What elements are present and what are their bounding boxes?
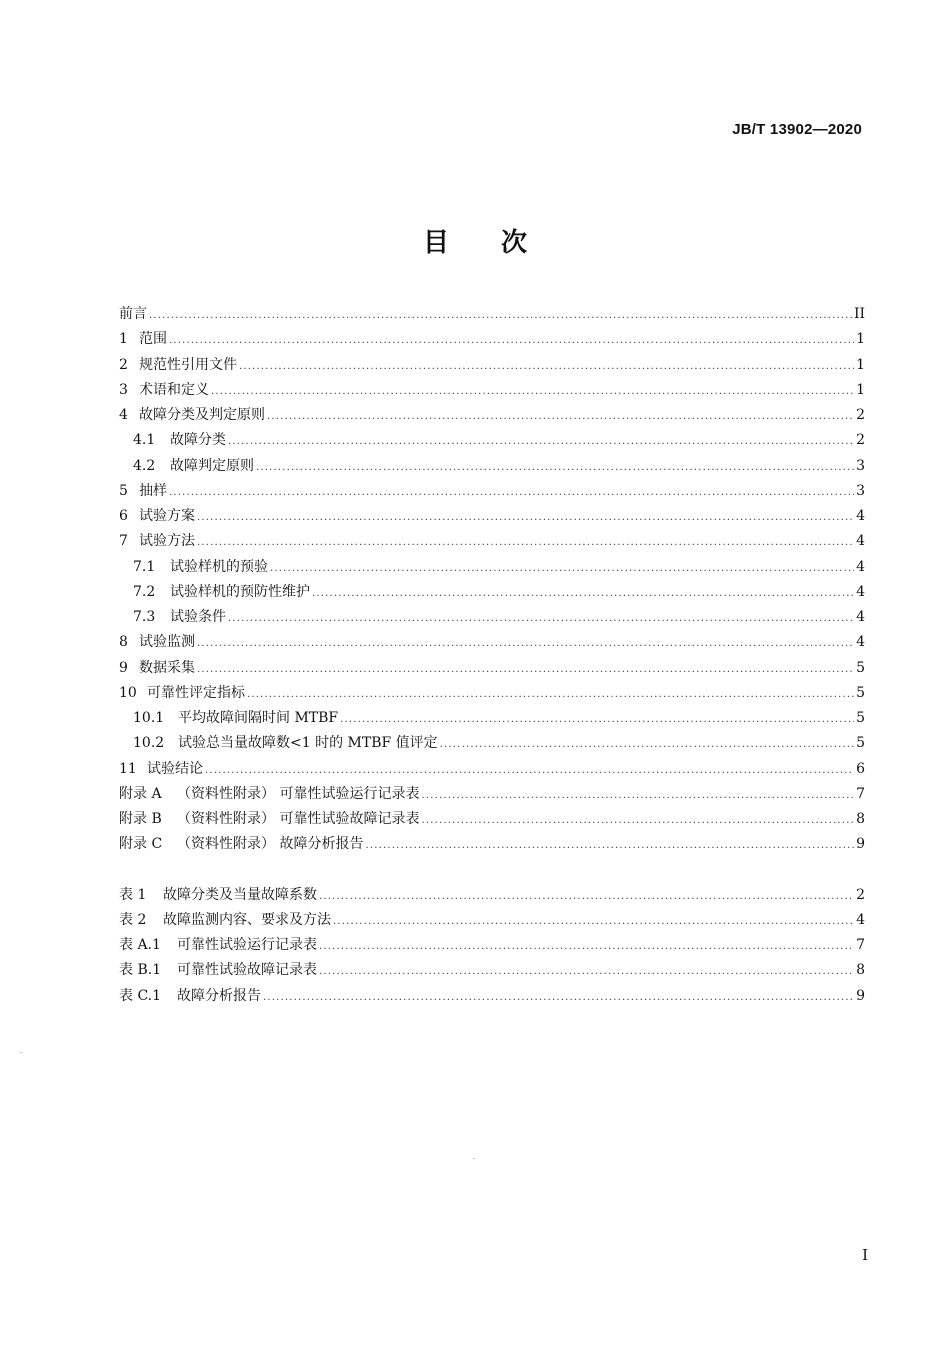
leader-dots (197, 657, 854, 682)
table-of-contents (119, 302, 865, 1009)
toc-subentry[interactable] (119, 580, 865, 605)
toc-entry-label: 前言 (119, 306, 147, 322)
toc-entry-page: 4 (856, 609, 865, 625)
page-title: 目次 (422, 228, 579, 258)
leader-dots (440, 732, 854, 757)
leader-dots (312, 581, 854, 606)
toc-subentry[interactable] (119, 605, 865, 630)
leader-dots (197, 530, 854, 555)
toc-entry-number: 7.1 (133, 558, 156, 575)
leader-dots (169, 328, 854, 353)
table-entry-label: 故障分析报告 (177, 987, 261, 1004)
toc-entry-label: （资料性附录） 可靠性试验故障记录表 (177, 811, 420, 827)
toc-entry-number: 附录 B (119, 811, 162, 827)
toc-entry-number: 4 (119, 407, 128, 423)
toc-entry-number: 7 (119, 533, 128, 550)
toc-entry[interactable] (119, 302, 865, 327)
leader-dots (333, 909, 854, 934)
toc-entry-page: 8 (856, 811, 865, 827)
toc-subentry[interactable] (119, 454, 865, 479)
toc-entry-page: 4 (856, 583, 865, 600)
page-number: I (862, 1246, 868, 1264)
toc-entry-label: （资料性附录） 故障分析报告 (177, 836, 364, 853)
table-list-entry[interactable] (119, 883, 865, 908)
toc-entry-page: 1 (856, 331, 865, 348)
toc-entry-label: 试验样机的预验 (170, 558, 268, 575)
table-entry-page: 4 (856, 911, 865, 928)
table-entry-number: 表 A.1 (119, 937, 161, 953)
section-gap (119, 858, 865, 883)
leader-dots (340, 707, 854, 732)
toc-entry-label: 术语和定义 (139, 381, 209, 398)
table-entry-number: 表 2 (119, 911, 147, 928)
toc-entry-number: 5 (119, 482, 128, 499)
toc-entry-page: 6 (856, 760, 865, 777)
toc-entry-page: 1 (856, 356, 865, 373)
toc-entry-label: 试验样机的预防性维护 (170, 583, 310, 600)
toc-entry-number: 10 (119, 684, 137, 701)
toc-entry-number: 2 (119, 356, 128, 373)
leader-dots (267, 404, 854, 429)
toc-entry-page: 5 (856, 684, 865, 701)
toc-entry-page: 4 (856, 634, 865, 651)
toc-entry-number: 10.2 (133, 735, 165, 752)
table-entry-number: 表 B.1 (119, 962, 162, 979)
toc-entry-page: II (853, 306, 865, 322)
toc-entry-number: 6 (119, 508, 128, 524)
toc-entry-page: 2 (856, 407, 865, 423)
leader-dots (263, 985, 854, 1010)
table-entry-number: 表 1 (119, 886, 147, 903)
toc-entry-page: 4 (856, 533, 865, 550)
leader-dots (228, 429, 854, 454)
toc-entry-label: （资料性附录） 可靠性试验运行记录表 (177, 785, 420, 802)
table-entry-label: 故障监测内容、要求及方法 (163, 911, 331, 928)
leader-dots (270, 556, 854, 581)
toc-entry[interactable] (119, 529, 865, 554)
toc-entry-label: 故障分类 (170, 432, 226, 449)
table-entry-number: 表 C.1 (119, 987, 162, 1004)
scan-speck (20, 1052, 22, 1053)
toc-entry-page: 4 (856, 508, 865, 524)
leader-dots (421, 808, 854, 833)
toc-entry-page: 3 (856, 482, 865, 499)
leader-dots (247, 682, 854, 707)
toc-entry-number: 4.1 (133, 432, 156, 449)
toc-entry[interactable] (119, 403, 865, 428)
leader-dots (319, 934, 854, 959)
table-entry-page: 7 (856, 937, 865, 953)
toc-entry-label: 可靠性评定指标 (147, 684, 245, 701)
table-list-entry[interactable] (119, 908, 865, 933)
table-entry-label: 可靠性试验故障记录表 (177, 962, 317, 979)
toc-entry-label: 试验条件 (170, 609, 226, 625)
toc-entry[interactable] (119, 327, 865, 352)
toc-entry[interactable] (119, 681, 865, 706)
toc-entry-page: 5 (856, 659, 865, 676)
toc-entry-number: 4.2 (133, 457, 156, 474)
table-list-entry[interactable] (119, 933, 865, 958)
toc-entry-label: 故障分类及判定原则 (139, 407, 265, 423)
leader-dots (319, 959, 854, 984)
toc-entry-label: 试验监测 (139, 634, 195, 651)
table-list-entry[interactable] (119, 984, 865, 1009)
toc-entry-page: 9 (856, 836, 865, 853)
toc-entry[interactable] (119, 757, 865, 782)
toc-entry-number: 3 (119, 381, 128, 398)
toc-entry-label: 试验总当量故障数<1 时的 MTBF 值评定 (178, 735, 438, 752)
toc-entry[interactable] (119, 378, 865, 403)
toc-subentry[interactable] (119, 555, 865, 580)
table-entry-label: 可靠性试验运行记录表 (177, 937, 317, 953)
leader-dots (197, 631, 854, 656)
toc-entry-number: 附录 A (119, 785, 162, 802)
leader-dots (169, 480, 854, 505)
toc-appendix-entry[interactable] (119, 832, 865, 857)
leader-dots (228, 606, 854, 631)
table-entry-label: 故障分类及当量故障系数 (163, 886, 317, 903)
toc-entry-label: 抽样 (139, 482, 167, 499)
toc-entry-label: 数据采集 (139, 659, 195, 676)
toc-entry-label: 试验结论 (147, 760, 203, 777)
toc-entry-number: 1 (119, 331, 128, 348)
leader-dots (197, 505, 854, 530)
toc-entry-number: 10.1 (133, 710, 165, 726)
leader-dots (239, 354, 854, 379)
table-entry-page: 8 (856, 962, 865, 979)
toc-entry-number: 8 (119, 634, 128, 651)
toc-subentry[interactable] (119, 428, 865, 453)
leader-dots (319, 884, 854, 909)
table-entry-page: 2 (856, 886, 865, 903)
toc-entry-page: 5 (856, 735, 865, 752)
toc-entry-page: 3 (856, 457, 865, 474)
scan-speck (473, 1158, 475, 1159)
toc-entry-number: 7.2 (133, 583, 156, 600)
toc-entry-label: 故障判定原则 (170, 457, 254, 474)
toc-appendix-entry[interactable] (119, 807, 865, 832)
toc-subentry[interactable] (119, 731, 865, 756)
toc-entry[interactable] (119, 353, 865, 378)
leader-dots (256, 455, 854, 480)
leader-dots (421, 783, 854, 808)
toc-entry-label: 试验方案 (139, 508, 195, 524)
toc-entry-number: 9 (119, 659, 128, 676)
toc-entry-label: 范围 (139, 331, 167, 348)
toc-entry-label: 平均故障间隔时间 MTBF (178, 710, 339, 726)
leader-dots (205, 758, 854, 783)
toc-entry-page: 4 (856, 558, 865, 575)
toc-subentry[interactable] (119, 706, 865, 731)
toc-entry[interactable] (119, 479, 865, 504)
toc-entry[interactable] (119, 656, 865, 681)
toc-entry-number: 11 (119, 760, 137, 777)
toc-entry[interactable] (119, 630, 865, 655)
toc-entry-label: 规范性引用文件 (139, 356, 237, 373)
leader-dots (211, 379, 854, 404)
toc-entry-page: 5 (856, 710, 865, 726)
leader-dots (149, 303, 852, 328)
toc-appendix-entry[interactable] (119, 782, 865, 807)
toc-entry-label: 试验方法 (139, 533, 195, 550)
table-list-entry[interactable] (119, 958, 865, 983)
toc-entry-page: 7 (856, 785, 865, 802)
toc-entry-number: 附录 C (119, 836, 163, 853)
toc-entry-page: 2 (856, 432, 865, 449)
toc-entry-page: 1 (856, 381, 865, 398)
leader-dots (365, 833, 854, 858)
toc-entry[interactable] (119, 504, 865, 529)
toc-entry-number: 7.3 (133, 609, 156, 625)
document-code: JB/T 13902—2020 (732, 121, 862, 138)
table-entry-page: 9 (856, 987, 865, 1004)
